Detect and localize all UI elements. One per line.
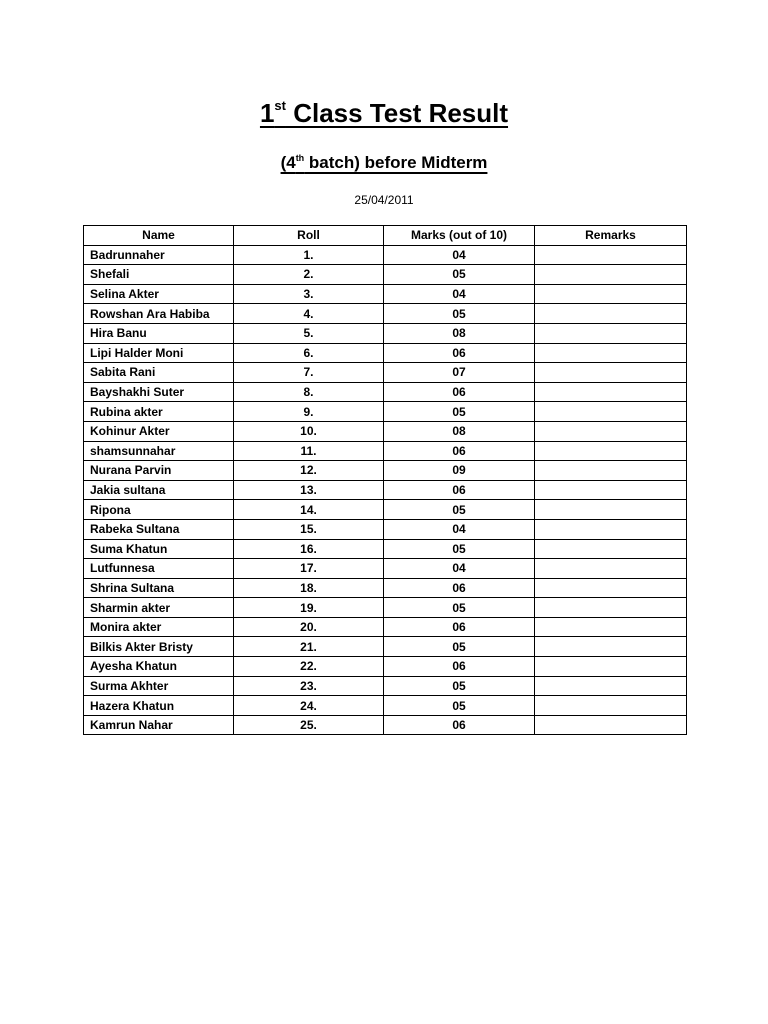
test-date: 25/04/2011	[354, 193, 414, 207]
column-header-marks: Marks (out of 10)	[384, 226, 535, 246]
student-name-cell: Hira Banu	[84, 323, 234, 343]
roll-number-cell: 8.	[234, 382, 384, 402]
table-row	[84, 421, 687, 441]
remarks-cell	[535, 657, 687, 677]
student-name-cell: Ayesha Khatun	[84, 657, 234, 677]
marks-cell: 05	[384, 500, 535, 520]
table-row	[84, 304, 687, 324]
column-header-name: Name	[84, 226, 234, 246]
student-name-cell: Ripona	[84, 500, 234, 520]
student-name-cell: Lipi Halder Moni	[84, 343, 234, 363]
roll-number-cell: 15.	[234, 519, 384, 539]
student-name-cell: Surma Akhter	[84, 676, 234, 696]
remarks-cell	[535, 539, 687, 559]
marks-cell: 06	[384, 480, 535, 500]
roll-number-cell: 16.	[234, 539, 384, 559]
remarks-cell	[535, 402, 687, 422]
remarks-cell	[535, 343, 687, 363]
table-row	[84, 637, 687, 657]
remarks-cell	[535, 715, 687, 735]
title-ordinal-suffix: st	[274, 98, 286, 113]
marks-cell: 09	[384, 461, 535, 481]
student-name-cell: Nurana Parvin	[84, 461, 234, 481]
roll-number-cell: 22.	[234, 657, 384, 677]
roll-number-cell: 12.	[234, 461, 384, 481]
table-row	[84, 461, 687, 481]
remarks-cell	[535, 480, 687, 500]
roll-number-cell: 17.	[234, 559, 384, 579]
title-text: Class Test Result	[285, 98, 509, 128]
roll-number-cell: 9.	[234, 402, 384, 422]
student-name-cell: Hazera Khatun	[84, 696, 234, 716]
remarks-cell	[535, 519, 687, 539]
remarks-cell	[535, 284, 687, 304]
table-row	[84, 343, 687, 363]
table-row	[84, 265, 687, 285]
roll-number-cell: 11.	[234, 441, 384, 461]
student-name-cell: Suma Khatun	[84, 539, 234, 559]
marks-cell: 06	[384, 578, 535, 598]
remarks-cell	[535, 598, 687, 618]
roll-number-cell: 7.	[234, 363, 384, 383]
table-row	[84, 363, 687, 383]
subtitle-suffix: th	[295, 153, 305, 163]
marks-cell: 05	[384, 696, 535, 716]
table-row	[84, 696, 687, 716]
table-row	[84, 402, 687, 422]
remarks-cell	[535, 676, 687, 696]
subtitle-text: batch) before Midterm	[304, 153, 488, 172]
marks-cell: 05	[384, 637, 535, 657]
table-row	[84, 245, 687, 265]
marks-cell: 06	[384, 441, 535, 461]
student-name-cell: Kohinur Akter	[84, 421, 234, 441]
table-row	[84, 480, 687, 500]
table-row	[84, 598, 687, 618]
results-table-body	[84, 245, 687, 735]
roll-number-cell: 23.	[234, 676, 384, 696]
student-name-cell: Sharmin akter	[84, 598, 234, 618]
table-row	[84, 539, 687, 559]
table-header-row	[84, 226, 687, 246]
marks-cell: 06	[384, 657, 535, 677]
student-name-cell: Rabeka Sultana	[84, 519, 234, 539]
remarks-cell	[535, 245, 687, 265]
remarks-cell	[535, 421, 687, 441]
remarks-cell	[535, 578, 687, 598]
marks-cell: 05	[384, 402, 535, 422]
roll-number-cell: 14.	[234, 500, 384, 520]
remarks-cell	[535, 323, 687, 343]
roll-number-cell: 21.	[234, 637, 384, 657]
student-name-cell: Bayshakhi Suter	[84, 382, 234, 402]
column-header-roll: Roll	[234, 226, 384, 246]
marks-cell: 06	[384, 343, 535, 363]
table-row	[84, 284, 687, 304]
results-table	[83, 225, 687, 735]
student-name-cell: Monira akter	[84, 617, 234, 637]
remarks-cell	[535, 617, 687, 637]
table-row	[84, 559, 687, 579]
table-row	[84, 323, 687, 343]
remarks-cell	[535, 382, 687, 402]
marks-cell: 06	[384, 617, 535, 637]
table-row	[84, 715, 687, 735]
marks-cell: 05	[384, 676, 535, 696]
table-row	[84, 519, 687, 539]
table-row	[84, 676, 687, 696]
marks-cell: 04	[384, 245, 535, 265]
student-name-cell: shamsunnahar	[84, 441, 234, 461]
marks-cell: 06	[384, 715, 535, 735]
marks-cell: 06	[384, 382, 535, 402]
roll-number-cell: 2.	[234, 265, 384, 285]
remarks-cell	[535, 559, 687, 579]
table-row	[84, 382, 687, 402]
table-row	[84, 657, 687, 677]
roll-number-cell: 24.	[234, 696, 384, 716]
table-row	[84, 617, 687, 637]
marks-cell: 04	[384, 284, 535, 304]
marks-cell: 05	[384, 304, 535, 324]
roll-number-cell: 10.	[234, 421, 384, 441]
marks-cell: 08	[384, 323, 535, 343]
page-title	[0, 96, 768, 130]
column-header-remarks: Remarks	[535, 226, 687, 246]
marks-cell: 08	[384, 421, 535, 441]
remarks-cell	[535, 304, 687, 324]
roll-number-cell: 19.	[234, 598, 384, 618]
student-name-cell: Rubina akter	[84, 402, 234, 422]
student-name-cell: Selina Akter	[84, 284, 234, 304]
remarks-cell	[535, 461, 687, 481]
remarks-cell	[535, 363, 687, 383]
marks-cell: 05	[384, 265, 535, 285]
student-name-cell: Bilkis Akter Bristy	[84, 637, 234, 657]
roll-number-cell: 13.	[234, 480, 384, 500]
marks-cell: 05	[384, 598, 535, 618]
roll-number-cell: 20.	[234, 617, 384, 637]
subtitle-text-group	[281, 153, 488, 172]
remarks-cell	[535, 696, 687, 716]
roll-number-cell: 25.	[234, 715, 384, 735]
student-name-cell: Badrunnaher	[84, 245, 234, 265]
marks-cell: 05	[384, 539, 535, 559]
remarks-cell	[535, 265, 687, 285]
student-name-cell: Kamrun Nahar	[84, 715, 234, 735]
remarks-cell	[535, 637, 687, 657]
table-row	[84, 578, 687, 598]
student-name-cell: Shefali	[84, 265, 234, 285]
table-row	[84, 500, 687, 520]
student-name-cell: Rowshan Ara Habiba	[84, 304, 234, 324]
roll-number-cell: 18.	[234, 578, 384, 598]
marks-cell: 04	[384, 519, 535, 539]
roll-number-cell: 1.	[234, 245, 384, 265]
marks-cell: 07	[384, 363, 535, 383]
title-text-group	[260, 98, 508, 128]
remarks-cell	[535, 500, 687, 520]
table-row	[84, 441, 687, 461]
student-name-cell: Jakia sultana	[84, 480, 234, 500]
roll-number-cell: 3.	[234, 284, 384, 304]
roll-number-cell: 6.	[234, 343, 384, 363]
roll-number-cell: 4.	[234, 304, 384, 324]
marks-cell: 04	[384, 559, 535, 579]
student-name-cell: Shrina Sultana	[84, 578, 234, 598]
student-name-cell: Sabita Rani	[84, 363, 234, 383]
title-ordinal: 1	[259, 98, 275, 128]
roll-number-cell: 5.	[234, 323, 384, 343]
student-name-cell: Lutfunnesa	[84, 559, 234, 579]
subtitle-prefix: (4	[280, 153, 296, 172]
remarks-cell	[535, 441, 687, 461]
page-subtitle	[0, 151, 768, 175]
